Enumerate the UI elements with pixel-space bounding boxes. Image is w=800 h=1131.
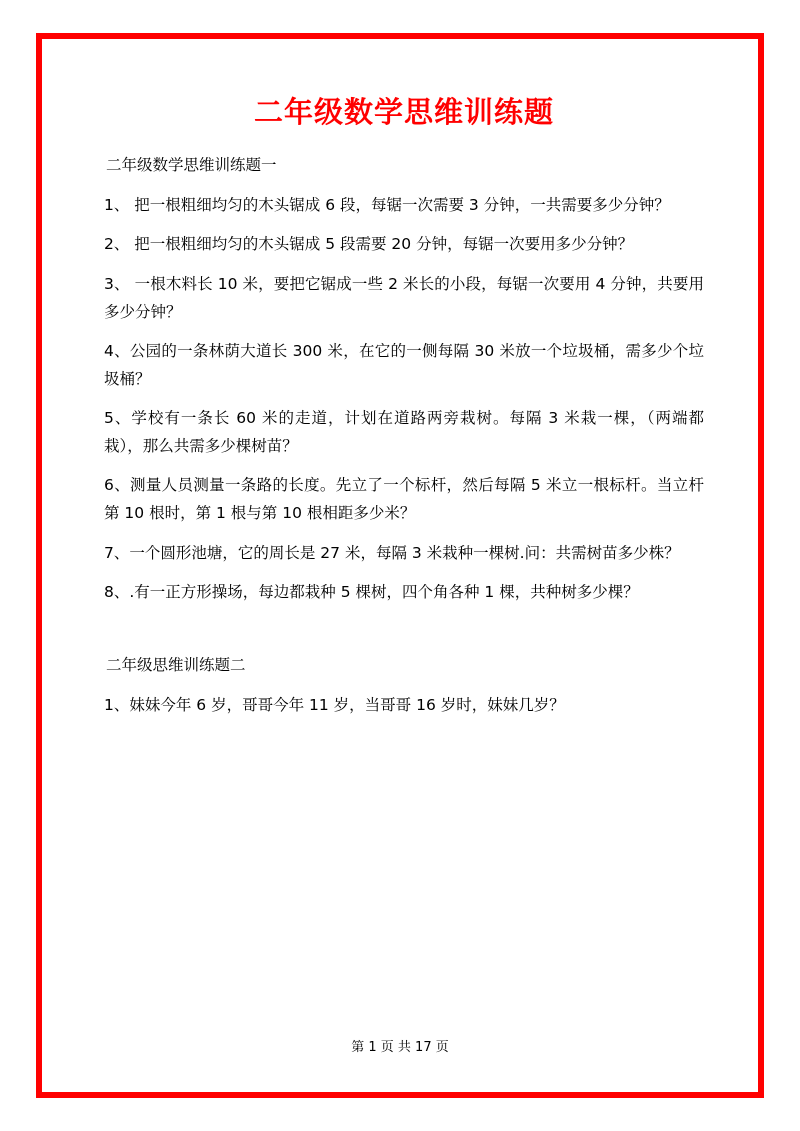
question-item: 6、测量人员测量一条路的长度。先立了一个标杆，然后每隔 5 米立一根标杆。当立杆第 10 根时，第 1 根与第 10 根相距多少米？ [104,476,704,522]
page-number: 第 1 页 共 17 页 [351,1040,449,1055]
question-item: 7、一个圆形池塘，它的周长是 27 米，每隔 3 米栽种一棵树.问：共需树苗多少株？ [104,543,680,562]
question-item: 4、公园的一条林荫大道长 300 米，在它的一侧每隔 30 米放一个垃圾桶，需多少个垃圾桶？ [104,342,704,388]
question-item: 1、妹妹今年 6 岁，哥哥今年 11 岁，当哥哥 16 岁时，妹妹几岁？ [104,695,565,714]
section-heading-2: 二年级思维训练题二 [106,655,246,674]
question-item: 8、.有一正方形操场，每边都栽种 5 棵树，四个角各种 1 棵，共种树多少棵？ [104,583,639,602]
question-item: 5、学校有一条长 60 米的走道，计划在道路两旁栽树。每隔 3 米栽一棵，（两端都栽），那么共需多少棵树苗？ [104,409,704,455]
page-footer [0,1036,800,1055]
question-item: 1、 把一根粗细均匀的木头锯成 6 段，每锯一次需要 3 分钟，一共需要多少分钟？ [104,195,670,214]
question-item: 3、 一根木料长 10 米，要把它锯成一些 2 米长的小段，每锯一次要用 4 分钟，共要用多少分钟？ [104,274,704,321]
document-content [104,90,704,731]
section-spacer [104,619,704,653]
page-title: 二年级数学思维训练题 [253,95,554,129]
question-item: 2、 把一根粗细均匀的木头锯成 5 段需要 20 分钟，每锯一次要用多少分钟？ [104,235,634,254]
section-heading-1: 二年级数学思维训练题一 [106,156,277,174]
